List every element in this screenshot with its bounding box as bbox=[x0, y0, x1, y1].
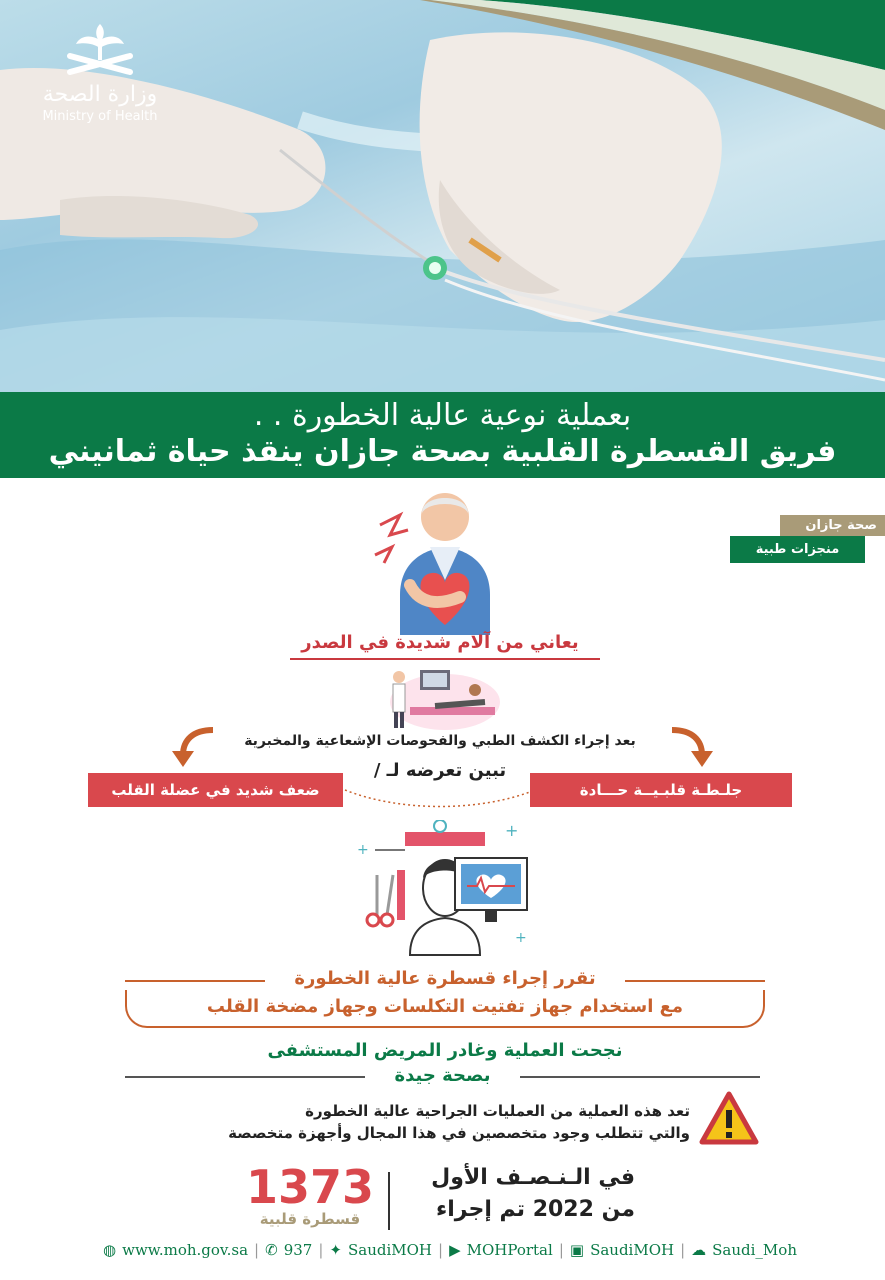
symptom-underline bbox=[290, 658, 600, 660]
svg-text:+: + bbox=[515, 930, 527, 946]
stat-text bbox=[395, 1162, 635, 1226]
logo-english: Ministry of Health bbox=[42, 109, 158, 124]
warning-icon bbox=[698, 1090, 760, 1146]
outcome-text: نجحت العملية وغادر المريض المستشفى bbox=[267, 1040, 623, 1061]
snapchat-icon: ☁ bbox=[691, 1241, 707, 1259]
region-tag: صحة جازان bbox=[780, 515, 885, 536]
outcome-health: بصحة جيدة bbox=[394, 1065, 491, 1086]
warning-text bbox=[110, 1100, 690, 1144]
symptom-text: يعاني من آلام شديدة في الصدر bbox=[301, 632, 579, 653]
twitter-handle[interactable]: SaudiMOH bbox=[347, 1241, 432, 1259]
banner-title: فريق القسطرة القلبية بصحة جازان ينقذ حياة ثمانيني bbox=[48, 434, 837, 469]
moh-emblem-icon bbox=[60, 20, 140, 80]
youtube-icon: ▶ bbox=[449, 1241, 461, 1259]
stat-unit: قسطرة قلبية bbox=[259, 1210, 361, 1228]
instagram-handle[interactable]: SaudiMOH bbox=[590, 1241, 675, 1259]
footer-links: ◍ www.moh.gov.sa | ✆ 937 | ✦ SaudiMOH | ▶ MOHPortal | ▣ SaudiMOH | ☁ Saudi_Moh bbox=[103, 1241, 797, 1259]
warning-line-2: والتي تتطلب وجود متخصصين في هذا المجال وأجهزة متخصصة bbox=[228, 1124, 690, 1142]
revealed-text: تبين تعرضه لـ / bbox=[373, 760, 507, 781]
title-banner bbox=[0, 392, 885, 478]
warning-line-1: تعد هذه العملية من العمليات الجراحية عالية الخطورة bbox=[305, 1102, 690, 1120]
instagram-icon: ▣ bbox=[569, 1241, 585, 1259]
logo-arabic: وزارة الصحة bbox=[42, 82, 158, 107]
banner-subtitle: بعملية نوعية عالية الخطورة . . bbox=[253, 398, 632, 433]
outcome-rule-right bbox=[520, 1076, 760, 1078]
website-link[interactable]: www.moh.gov.sa bbox=[122, 1241, 249, 1259]
phone-number[interactable]: 937 bbox=[283, 1241, 313, 1259]
arrow-left-icon bbox=[168, 725, 218, 770]
snapchat-handle[interactable]: Saudi_Moh bbox=[712, 1241, 797, 1259]
svg-text:+: + bbox=[505, 821, 519, 840]
category-tag: منجزات طبية bbox=[730, 536, 865, 563]
stat-divider bbox=[388, 1172, 390, 1230]
decision-detail: مع استخدام جهاز تفتيت التكلسات وجهاز مضخة القلب bbox=[125, 990, 765, 1028]
phone-icon: ✆ bbox=[265, 1241, 278, 1259]
decision-rule-left bbox=[125, 980, 265, 982]
exam-text: بعد إجراء الكشف الطبي والفحوصات الإشعاعية والمخبرية bbox=[244, 733, 636, 749]
dotted-arc bbox=[340, 770, 540, 810]
cardiac-devices-icon bbox=[355, 820, 535, 960]
stat-number: 1373 bbox=[245, 1160, 375, 1214]
hero-photo bbox=[0, 0, 885, 392]
twitter-icon: ✦ bbox=[329, 1241, 342, 1259]
chest-pain-patient-icon bbox=[360, 485, 530, 635]
stat-text-line-1: في الـنـصـف الأول bbox=[431, 1165, 635, 1190]
globe-icon: ◍ bbox=[103, 1241, 117, 1259]
moh-logo bbox=[30, 20, 170, 124]
cause-heart-weakness: ضعف شديد في عضلة القلب bbox=[88, 773, 343, 807]
medical-exam-icon bbox=[375, 662, 505, 732]
stat-text-line-2: من 2022 تم إجراء bbox=[435, 1197, 635, 1222]
arrow-right-icon bbox=[667, 725, 717, 770]
decision-title: تقرر إجراء قسطرة عالية الخطورة bbox=[294, 968, 596, 989]
youtube-handle[interactable]: MOHPortal bbox=[466, 1241, 553, 1259]
svg-text:+: + bbox=[357, 842, 369, 858]
outcome-rule-left bbox=[125, 1076, 365, 1078]
decision-rule-right bbox=[625, 980, 765, 982]
cause-heart-attack: جلـطـة قلبـيــة حـــادة bbox=[530, 773, 792, 807]
